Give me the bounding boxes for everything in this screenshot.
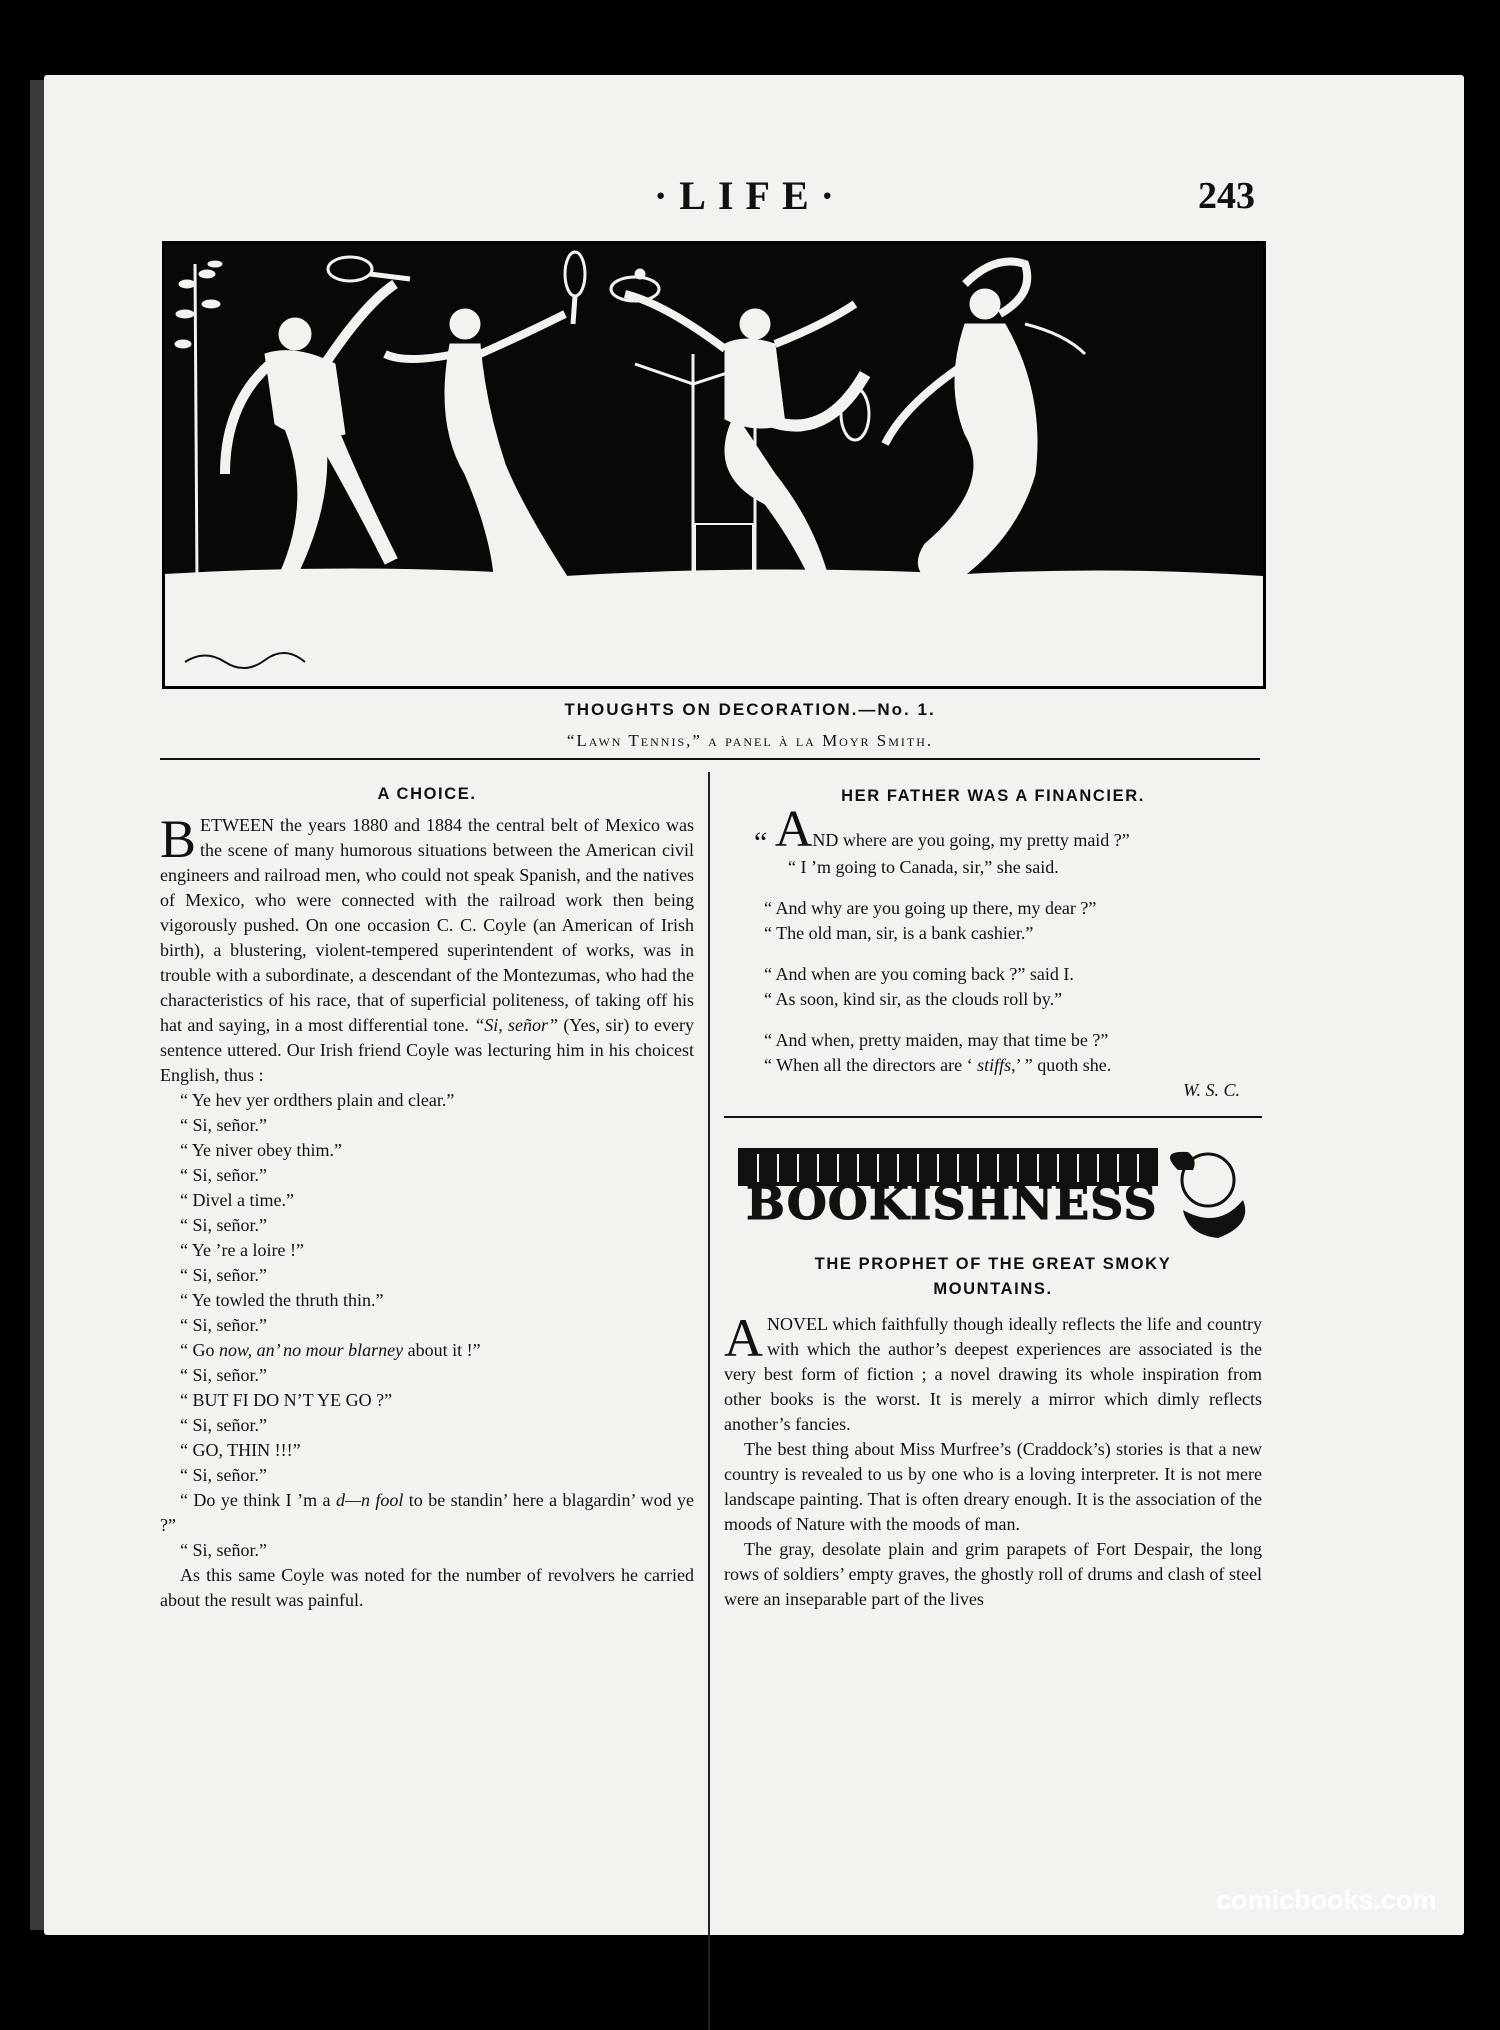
review-paragraph bbox=[724, 1308, 1262, 1437]
go-line-start: “ Go bbox=[180, 1340, 219, 1360]
dialogue-line: “ Si, señor.” bbox=[180, 1465, 267, 1485]
book-review bbox=[724, 1308, 1262, 1612]
poem-stanza bbox=[724, 962, 1262, 1012]
illustration-caption-subtitle: “Lawn Tennis,” a panel à la Moyr Smith. bbox=[566, 731, 934, 750]
banner-lettering: BOOKISHNESS bbox=[746, 1176, 1158, 1230]
poem-her-father bbox=[724, 784, 1262, 1103]
si-senor-phrase: “Si, señor” bbox=[474, 1015, 559, 1035]
opening-text: ETWEEN the years 1880 and 1884 the central belt of Mexico was the scene of many humorous situations between the American civil engineers and railroad men, who could not speak Spanish, and the natives of Mexico, who were connected with the railroad work then being vigorously pushed. On one occasion C. C. Coyle (an American of Irish birth), a blustering, violent-tempered superintendent of works, was in trouble with a subordinate, a descendant of the Montezumas, who had the characteristics of his race, that of superficial politeness, of taking off his hat and saying, in a most differential tone. bbox=[160, 815, 694, 1035]
go-line-italic: now, an’ no mour blarney bbox=[219, 1340, 404, 1360]
dialogue-line: “ Si, señor.” bbox=[180, 1365, 267, 1385]
dialogue-line-fool bbox=[160, 1488, 694, 1538]
dialogue-list bbox=[160, 1088, 694, 1488]
illustration-caption-title: THOUGHTS ON DECORATION.—No. 1. bbox=[564, 700, 936, 719]
review-text: NOVEL which faithfully though ideally reflects the life and country with which the author’s deepest experiences are associated is the very best form of fiction ; a novel drawing its whole inspiration from other books is the worst. It is merely a mirror which dimly reflects another’s fancies. bbox=[724, 1314, 1262, 1434]
poem-italic-word: stiffs bbox=[977, 1055, 1012, 1075]
opening-text-end: (Yes, sir) to every sentence uttered. Our Irish friend Coyle was lecturing him in his choicest English, thus : bbox=[160, 1015, 695, 1085]
dialogue-line: “ Ye hev yer ordthers plain and clear.” bbox=[180, 1090, 455, 1110]
poem-stanza bbox=[724, 801, 1262, 880]
drop-cap: B bbox=[160, 809, 197, 869]
go-line-end: about it !” bbox=[403, 1340, 481, 1360]
poem-heading: HER FATHER WAS A FINANCIER. bbox=[841, 787, 1145, 805]
fool-line-italic: d—n fool bbox=[335, 1490, 404, 1510]
bookishness-banner bbox=[738, 1140, 1256, 1245]
closing-paragraph: As this same Coyle was noted for the number of revolvers he carried about the result was painful. bbox=[160, 1565, 694, 1610]
dialogue-line: “ Si, señor.” bbox=[180, 1215, 267, 1235]
tennis-players-drawing bbox=[165, 244, 1263, 686]
horizontal-rule bbox=[160, 758, 1260, 760]
poem-line-start: “ When all the directors are ‘ bbox=[764, 1055, 978, 1075]
poem-line: “ And why are you going up there, my dear ?” bbox=[764, 898, 1097, 918]
fool-line-end: to be standin’ here a blagardin’ wod ye ?” bbox=[160, 1490, 694, 1535]
dialogue-line: “ Ye towled the thruth thin.” bbox=[180, 1290, 384, 1310]
article-opening-paragraph bbox=[160, 809, 695, 1088]
poem-line-end: ,’ ” quoth she. bbox=[1011, 1055, 1112, 1075]
masthead-title: ·LIFE· bbox=[653, 173, 847, 218]
poem-first-line bbox=[754, 801, 1262, 859]
poem-line: “ As soon, kind sir, as the clouds roll by.” bbox=[764, 989, 1063, 1009]
review-paragraph: The gray, desolate plain and grim parapets of Fort Despair, the long rows of soldiers’ empty graves, the ghostly roll of drums and clash of steel were an inseparable part of the lives bbox=[724, 1539, 1262, 1609]
tennis-illustration bbox=[162, 241, 1266, 689]
horizontal-rule bbox=[724, 1116, 1262, 1118]
poem-line: “ And when are you coming back ?” said I. bbox=[764, 964, 1074, 984]
dialogue-line: “ Si, señor.” bbox=[180, 1115, 267, 1135]
poem-drop-cap: A bbox=[774, 801, 813, 858]
poem-line: “ And when, pretty maiden, may that time be ?” bbox=[764, 1030, 1109, 1050]
review-heading-wrap bbox=[724, 1252, 1262, 1308]
review-drop-cap: A bbox=[724, 1308, 763, 1368]
dialogue-line: “ Si, señor.” bbox=[180, 1265, 267, 1285]
poem-line bbox=[724, 1053, 1262, 1078]
fool-line-start: “ Do ye think I ’m a bbox=[180, 1490, 336, 1510]
dialogue-line: “ Si, señor.” bbox=[180, 1165, 267, 1185]
dialogue-line: “ Si, señor.” bbox=[180, 1540, 267, 1560]
column-divider bbox=[708, 772, 710, 2030]
poem-line: “ The old man, sir, is a bank cashier.” bbox=[764, 923, 1034, 943]
dialogue-line-go bbox=[160, 1338, 694, 1363]
watermark: comicbooks.com bbox=[1216, 1885, 1437, 1915]
poem-stanza bbox=[724, 896, 1262, 946]
dialogue-line: “ Ye niver obey thim.” bbox=[180, 1140, 342, 1160]
dialogue-line: “ Si, señor.” bbox=[180, 1415, 267, 1435]
review-paragraph: The best thing about Miss Murfree’s (Craddock’s) stories is that a new country is revealed to us by one who is a loving interpreter. It is not mere landscape painting. That is often dreary enough. It is the association of the moods of Nature with the moods of man. bbox=[724, 1439, 1262, 1534]
poem-signature: W. S. C. bbox=[1183, 1080, 1240, 1100]
poem-line: “ I ’m going to Canada, sir,” she said. bbox=[788, 857, 1059, 877]
open-quote: “ bbox=[754, 826, 775, 859]
review-heading: THE PROPHET OF THE GREAT SMOKY MOUNTAINS. bbox=[814, 1255, 1172, 1298]
article-a-choice bbox=[160, 782, 694, 1613]
dialogue-line: “ BUT FI DO N’T YE GO ?” bbox=[180, 1390, 393, 1410]
dialogue-line: “ Si, señor.” bbox=[180, 1315, 267, 1335]
dialogue-line: “ Ye ’re a loire !” bbox=[180, 1240, 304, 1260]
page-number: 243 bbox=[1198, 175, 1255, 217]
dialogue-line: “ GO, THIN !!!” bbox=[180, 1440, 301, 1460]
article-heading: A CHOICE. bbox=[377, 785, 477, 803]
poem-line: ND where are you going, my pretty maid ?” bbox=[812, 830, 1130, 850]
poem-stanza bbox=[724, 1028, 1262, 1103]
dialogue-line: “ Divel a time.” bbox=[180, 1190, 294, 1210]
